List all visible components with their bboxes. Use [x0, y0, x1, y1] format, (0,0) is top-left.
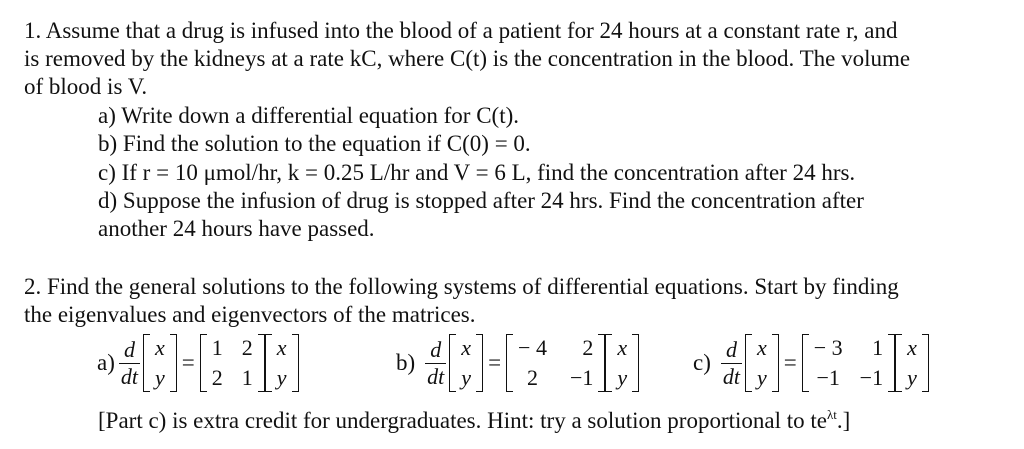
state-vector: x y — [895, 333, 929, 393]
problem1-part-c: c) If r = 10 μmol/hr, k = 0.25 L/hr and V = 6 L, find the concentration after 24 hrs. — [98, 160, 856, 185]
derivative-operator: $\frac{d}{dt}$ — [427, 336, 445, 389]
derivative-operator: $\frac{d}{dt}$ — [120, 336, 138, 389]
problem1-part-d: d) Suppose the infusion of drug is stopped after 24 hrs. Find the concentration after — [98, 188, 864, 213]
equation-systems — [0, 328, 1024, 398]
system-b — [396, 328, 639, 398]
coefficient-matrix-a: 1 2 2 1 — [200, 333, 265, 393]
problem1-line-2: is removed by the kidneys at a rate kC, where C(t) is the concentration in the blood. The volume — [24, 46, 911, 71]
problem1-part-d-continued: another 24 hours have passed. — [98, 216, 375, 241]
equals-sign: = — [783, 350, 797, 375]
derivative-operator: $\frac{d}{dt}$ — [722, 336, 740, 389]
state-vector: x y — [265, 333, 299, 393]
problem2-line-2: the eigenvalues and eigenvectors of the matrices. — [24, 302, 476, 327]
hint-note — [98, 401, 850, 435]
system-c — [693, 328, 929, 398]
equals-sign: = — [488, 350, 502, 375]
equals-sign: = — [181, 350, 195, 375]
system-c-label: c) — [693, 350, 711, 375]
problem1-part-a: a) Write down a differential equation for C(t). — [98, 103, 520, 128]
hint-exponent: λt — [826, 407, 837, 422]
problem1-line-1: 1. Assume that a drug is infused into the blood of a patient for 24 hours at a constant rate r, and — [24, 18, 898, 43]
coefficient-matrix-c: − 3 −1 1 −1 — [802, 333, 895, 393]
problem2-line-1: 2. Find the general solutions to the following systems of differential equations. Start by finding — [24, 274, 899, 299]
state-vector: x y — [449, 333, 483, 393]
system-a — [97, 328, 299, 398]
system-a-label: a) — [97, 350, 115, 375]
state-vector: x y — [605, 333, 639, 393]
state-vector: x y — [745, 333, 779, 393]
problem1-line-3: of blood is V. — [24, 74, 148, 99]
system-b-label: b) — [396, 350, 416, 375]
problem1-part-b: b) Find the solution to the equation if C(0) = 0. — [98, 131, 531, 156]
coefficient-matrix-b: − 4 2 2 −1 — [506, 333, 605, 393]
hint-end: .] — [836, 408, 851, 433]
state-vector: x y — [143, 333, 177, 393]
hint-text: [Part c) is extra credit for undergraduates. Hint: try a solution proportional to te — [98, 408, 827, 433]
